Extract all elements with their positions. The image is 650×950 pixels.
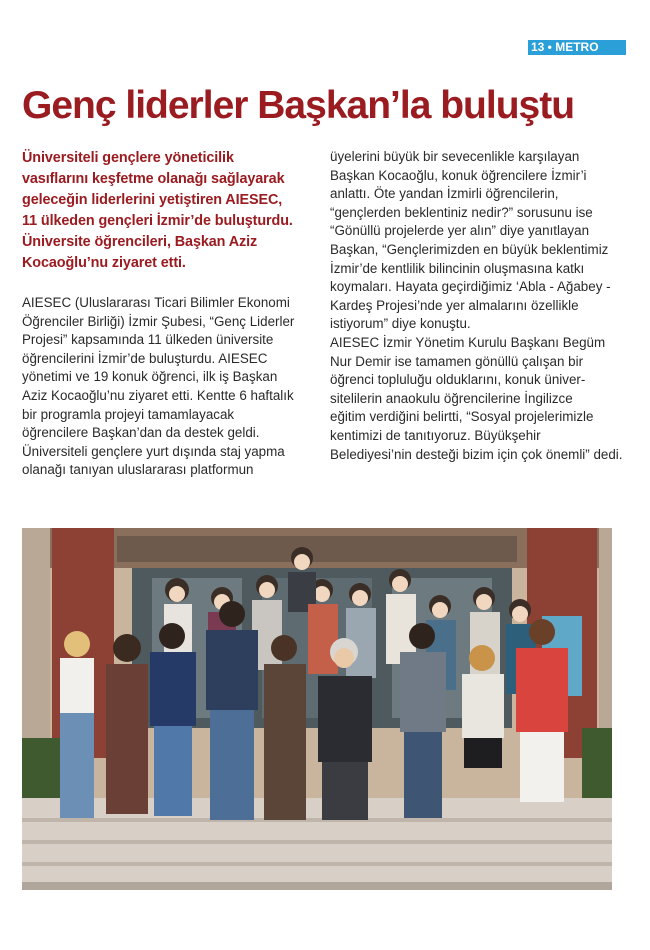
lead-line: geleceğin liderlerini yetiştiren AIESEC, bbox=[22, 192, 283, 208]
lead-line: Üniversiteli gençlere yöneticilik bbox=[22, 150, 234, 166]
page-number-tag: 13 • METRO bbox=[528, 40, 626, 55]
body-line: yönetimi ve 19 konuk öğrenci, ilk iş Başkan bbox=[22, 369, 278, 385]
body-line: Kardeş Projesi’nde yer almalarını özellikle bbox=[330, 297, 579, 313]
body-line: sitelilerin anaokulu öğrencilerine İngilizce bbox=[330, 390, 573, 406]
lead-paragraph bbox=[22, 148, 302, 274]
lead-line: 11 ülkeden gençleri İzmir’de buluşturdu. bbox=[22, 213, 293, 229]
body-line: Belediyesi’nin desteği bizim için çok önemli” dedi. bbox=[330, 446, 623, 462]
body-line: Başkan, “Gençlerimizden en büyük beklentimiz bbox=[330, 241, 609, 257]
body-line: öğrencilerini İzmir’de buluşturdu. AIESEC bbox=[22, 350, 268, 366]
left-body-text bbox=[22, 294, 302, 480]
right-column bbox=[330, 148, 628, 464]
group-photo-illustration bbox=[22, 528, 612, 890]
group-photo bbox=[22, 528, 612, 890]
body-line: Başkan Kocaoğlu, konuk öğrencilere İzmir’i bbox=[330, 167, 587, 183]
body-line: Öğrenciler Birliği) İzmir Şubesi, “Genç Liderler bbox=[22, 313, 295, 329]
body-line: Projesi” kapsamında 11 ülkeden üniversite bbox=[22, 332, 274, 348]
right-body-text bbox=[330, 148, 628, 464]
body-line: İzmir’de kentlilik bilincinin oluşmasına katkı bbox=[330, 260, 585, 276]
body-line: koymaları. Hayata geçirdiğimiz ‘Abla - Ağabey - bbox=[330, 279, 611, 295]
body-line: öğrencilere Başkan’dan da destek geldi. bbox=[22, 425, 260, 441]
body-line: Nur Demir ise tamamen gönüllü çalışan bir bbox=[330, 353, 584, 369]
body-line: Aziz Kocaoğlu’nu ziyaret etti. Kentte 6 haftalık bbox=[22, 387, 294, 403]
lead-line: Üniversite öğrencileri, Başkan Aziz bbox=[22, 234, 258, 250]
body-line: AIESEC İzmir Yönetim Kurulu Başkanı Begüm bbox=[330, 334, 606, 350]
body-line: “gençlerden beklentiniz nedir?” sorusunu ise bbox=[330, 204, 593, 220]
body-line: “Gönüllü projelerde yer alın” diye yanıtlayan bbox=[330, 223, 590, 239]
lead-line: Kocaoğlu’nu ziyaret etti. bbox=[22, 255, 186, 271]
body-line: bir programla projeyi tamamlayacak bbox=[22, 406, 235, 422]
body-line: anlattı. Öte yandan İzmirli öğrencilerin, bbox=[330, 186, 559, 202]
body-line: öğrenci topluluğu olduklarını, konuk üniver- bbox=[330, 372, 586, 388]
lead-line: vasıflarını keşfetme olanağı sağlayarak bbox=[22, 171, 285, 187]
body-line: üyelerini büyük bir sevecenlikle karşılayan bbox=[330, 149, 580, 164]
body-line: kentimizi de tanıtıyoruz. Büyükşehir bbox=[330, 427, 541, 443]
body-line: istiyorum” diye konuştu. bbox=[330, 316, 471, 332]
body-line: Üniversiteli gençlere yurt dışında staj yapma bbox=[22, 443, 285, 459]
headline: Genç liderler Başkan’la buluştu bbox=[22, 84, 575, 127]
body-line: AIESEC (Uluslararası Ticari Bilimler Ekonomi bbox=[22, 295, 290, 310]
left-column bbox=[22, 148, 302, 480]
body-line: olanağı tanıyan uluslararası platformun bbox=[22, 462, 254, 478]
body-line: eğitim verdiğini belirtti, “Sosyal projelerimizle bbox=[330, 409, 594, 425]
